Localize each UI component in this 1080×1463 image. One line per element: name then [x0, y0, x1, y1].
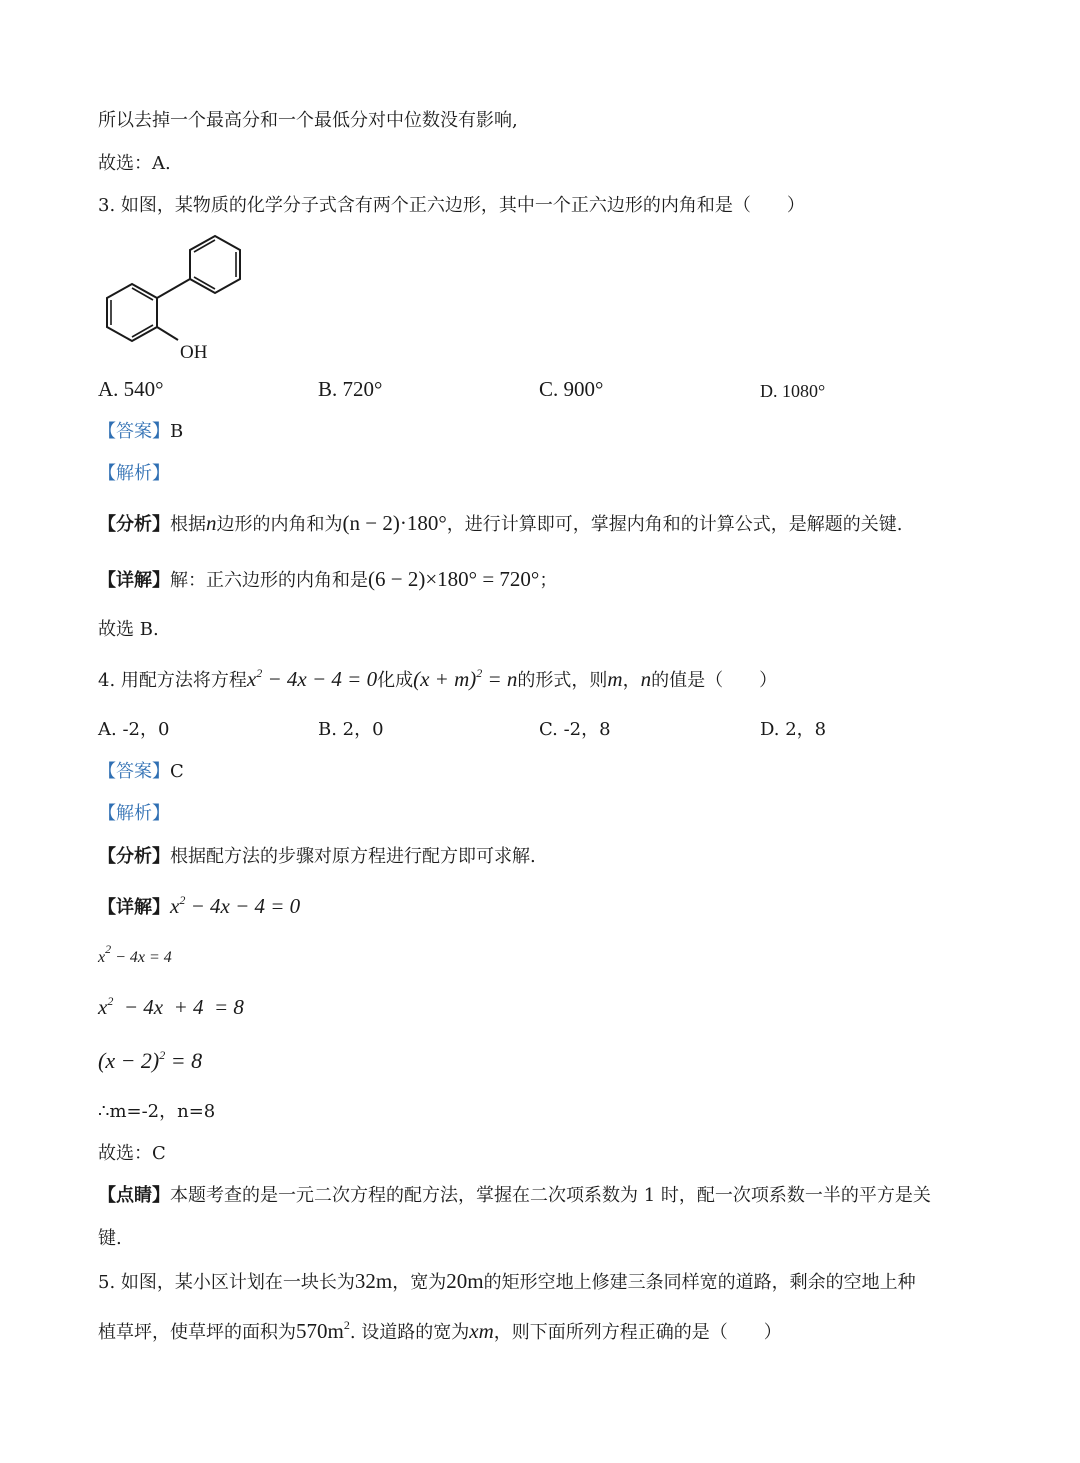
q5-area: $570m^2$ — [296, 1318, 350, 1343]
q4-step-5: ∴m=-2，n=8 — [98, 1101, 216, 1122]
q4-dianjing-cont: 键. — [98, 1228, 122, 1249]
upper-hexagon — [190, 236, 240, 293]
q3-xiangjie-text: 解：正六边形的内角和是 — [170, 570, 368, 591]
q4-choose: 故选：C — [98, 1143, 166, 1164]
q5-text-f: ，则下面所列方程正确的是（ ） — [493, 1322, 782, 1343]
text-line-2: 故选：A. — [98, 153, 171, 174]
question-5-line-2 — [98, 1318, 782, 1346]
q5-text-a: 5. 如图，某小区计划在一块长为 — [98, 1272, 355, 1293]
biphenyl-molecule-figure — [96, 230, 248, 364]
q4-step-3: $x^2 - 4x + 4 = 8$ — [98, 994, 244, 1019]
biphenyl-bond — [157, 279, 190, 298]
q4-text-c: 的形式，则 — [517, 670, 608, 691]
oh-label: OH — [180, 342, 208, 363]
fenxi-tag: 【分析】 — [98, 846, 170, 867]
q4-step-2: $x^2 - 4x = 4$ — [98, 942, 172, 966]
q5-length: 32m — [354, 1269, 393, 1293]
oh-bond — [157, 327, 178, 340]
dianjing-tag: 【点睛】 — [98, 1185, 170, 1206]
q4-m: m — [607, 667, 623, 691]
q3-answer — [98, 419, 183, 445]
q3-xiangjie-formula: (6 − 2)×180° = 720° — [368, 567, 540, 591]
q4-option-b[interactable]: B. 2，0 — [318, 719, 384, 740]
q5-text-d: 植草坪，使草坪的面积为 — [98, 1322, 296, 1343]
fenxi-tag: 【分析】 — [98, 514, 170, 535]
answer-tag: 【答案】 — [98, 421, 170, 442]
q3-fenxi-text-b: 边形的内角和为 — [216, 514, 343, 535]
q3-option-b[interactable]: B. 720° — [318, 377, 383, 401]
q4-text-d: ， — [622, 670, 641, 691]
q3-xiangjie-end: ； — [539, 570, 558, 591]
q3-xiangjie — [98, 566, 557, 594]
q5-xm: xm — [469, 1319, 494, 1343]
q3-option-a[interactable]: A. 540° — [98, 377, 164, 401]
q4-step-4: $(x - 2)^2 = 8$ — [98, 1048, 203, 1073]
q5-text-e: . 设道路的宽为 — [349, 1322, 470, 1343]
q4-dianjing-text: 本题考查的是一元二次方程的配方法，掌握在二次项系数为 1 时，配一次项系数一半的平方是关 — [170, 1185, 931, 1206]
q4-step-1: $x^2 - 4x - 4 = 0$ — [170, 893, 301, 918]
q3-fenxi-text-a: 根据 — [170, 514, 206, 535]
q4-option-d[interactable]: D. 2，8 — [760, 719, 827, 740]
q3-fenxi-text-c: ，进行计算即可，掌握内角和的计算公式，是解题的关键. — [446, 514, 903, 535]
q4-text-a: 4. 用配方法将方程 — [98, 670, 247, 691]
q5-text-c: 的矩形空地上修建三条同样宽的道路，剩余的空地上种 — [483, 1272, 916, 1293]
q4-answer — [98, 759, 184, 785]
q5-width: 20m — [446, 1269, 484, 1293]
question-5-line-1 — [98, 1268, 916, 1296]
q3-fenxi-formula: (n − 2)·180° — [342, 511, 447, 535]
q4-option-a[interactable]: A. -2，0 — [98, 719, 170, 740]
q4-fenxi-text: 根据配方法的步骤对原方程进行配方即可求解. — [170, 846, 536, 867]
question-4-stem — [98, 666, 777, 694]
q4-text-b: 化成 — [377, 670, 414, 691]
q4-fenxi — [98, 844, 536, 870]
q3-answer-value: B — [170, 421, 184, 442]
q4-equation-2: $(x + m)^2 = n$ — [413, 666, 518, 691]
q3-choose: 故选 B. — [98, 619, 159, 640]
q4-n: n — [640, 667, 652, 691]
q4-xiangjie — [98, 893, 300, 921]
q4-equation-1: $x^2 - 4x - 4 = 0$ — [246, 666, 378, 691]
q3-option-c[interactable]: C. 900° — [539, 377, 604, 401]
xiangjie-tag: 【详解】 — [98, 570, 170, 591]
question-3-stem: 3. 如图，某物质的化学分子式含有两个正六边形，其中一个正六边形的内角和是（ ） — [98, 195, 805, 216]
q4-dianjing — [98, 1183, 931, 1209]
q3-analysis-tag: 【解析】 — [98, 463, 170, 484]
q3-fenxi — [98, 510, 902, 538]
q3-option-d[interactable]: D. 1080° — [760, 381, 826, 401]
q4-answer-value: C — [170, 761, 184, 782]
q4-option-c[interactable]: C. -2，8 — [539, 719, 611, 740]
text-line-1: 所以去掉一个最高分和一个最低分对中位数没有影响, — [98, 110, 518, 131]
q3-fenxi-n: n — [206, 511, 217, 535]
xiangjie-tag: 【详解】 — [98, 897, 170, 918]
answer-tag: 【答案】 — [98, 761, 170, 782]
lower-hexagon — [107, 284, 157, 341]
q4-analysis-tag: 【解析】 — [98, 803, 170, 824]
q5-text-b: ，宽为 — [392, 1272, 447, 1293]
q4-text-e: 的值是（ ） — [651, 670, 778, 691]
